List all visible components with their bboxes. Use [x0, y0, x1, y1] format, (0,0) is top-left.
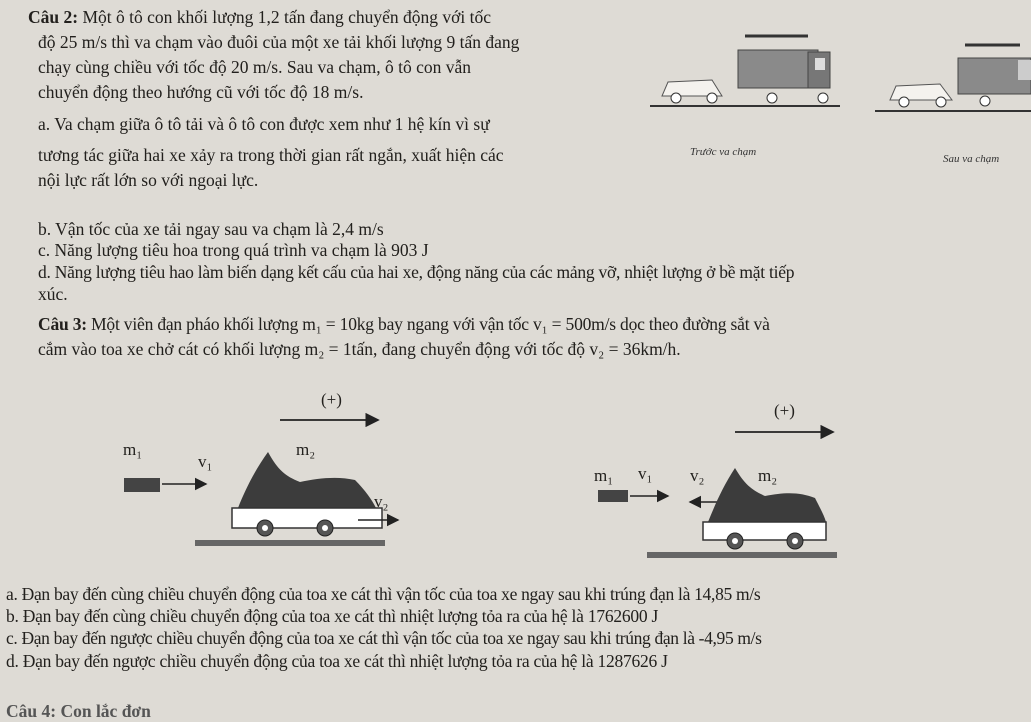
m2-label-right: m₂	[758, 466, 778, 485]
m2-label-left: m₂	[296, 440, 316, 459]
v2-label-left: v₂	[374, 492, 389, 511]
q3-option-b: b. Đạn bay đến cùng chiều chuyển động của toa xe cát thì nhiệt lượng tỏa ra của hệ là 1762600 J	[6, 606, 658, 626]
q3-option-d: d. Đạn bay đến ngược chiều chuyển động của toa xe cát thì nhiệt lượng tỏa ra của hệ là 1287626 J	[6, 651, 668, 671]
q2-line-2: độ 25 m/s thì va chạm vào đuôi của một xe tải khối lượng 9 tấn đang	[38, 32, 520, 52]
sand-pile-left	[238, 452, 376, 508]
projectile-left	[124, 478, 160, 492]
q3-option-c: c. Đạn bay đến ngược chiều chuyển động của toa xe cát thì vận tốc của toa xe ngay sau khi trúng đạn là -4,95 m/s	[6, 628, 762, 648]
q2-option-a-2: tương tác giữa hai xe xảy ra trong thời gian rất ngắn, xuất hiện các	[38, 145, 504, 165]
q2-heading: Câu 2:	[28, 7, 79, 27]
q2-line-3: chạy cùng chiều với tốc độ 20 m/s. Sau va chạm, ô tô con vẫn	[38, 57, 472, 77]
plus-label-right: (+)	[774, 401, 795, 420]
q2-option-d-2: xúc.	[38, 284, 68, 304]
q3-heading: Câu 3:	[38, 314, 87, 334]
plus-label-left: (+)	[321, 390, 342, 409]
q3-line-2: cắm vào toa xe chở cát có khối lượng m₂ = 1tấn, đang chuyển động với tốc độ v₂ = 36km/h.	[38, 339, 681, 359]
rail-right	[647, 552, 837, 558]
rail-left	[195, 540, 385, 546]
cart-left	[232, 508, 382, 528]
q4-heading-partial: Câu 4: Con lắc đơn	[6, 701, 151, 721]
q2-option-a-3: nội lực rất lớn so với ngoại lực.	[38, 170, 259, 190]
v2-label-right: v₂	[690, 466, 705, 485]
v1-label-right: v₁	[638, 464, 653, 483]
projectile-right	[598, 490, 628, 502]
m1-label-right: m₁	[594, 466, 614, 485]
q2-option-d-1: d. Năng lượng tiêu hao làm biến dạng kết cấu của hai xe, động năng của các mảng vỡ, nhiệt lượng ở bề mặt tiếp	[38, 262, 795, 282]
q2-option-b: b. Vận tốc của xe tải ngay sau va chạm là 2,4 m/s	[38, 219, 384, 239]
q2-text-1: Một ô tô con khối lượng 1,2 tấn đang chuyển động với tốc	[82, 7, 492, 27]
q2-line-4: chuyển động theo hướng cũ với tốc độ 18 m/s.	[38, 82, 364, 102]
q2-option-a-1: a. Va chạm giữa ô tô tải và ô tô con được xem như 1 hệ kín vì sự	[38, 114, 490, 134]
cart-right	[703, 522, 826, 540]
m1-label-left: m₁	[123, 440, 143, 459]
v1-label-left: v₁	[198, 452, 213, 471]
q3-option-a: a. Đạn bay đến cùng chiều chuyển động của toa xe cát thì vận tốc của toa xe ngay sau khi trúng đạn là 14,85 m/s	[6, 584, 761, 604]
fig-after-caption: Sau va chạm	[943, 153, 1000, 165]
q2-option-c: c. Năng lượng tiêu hoa trong quá trình va chạm là 903 J	[38, 240, 429, 260]
fig-before-caption: Trước va chạm	[690, 146, 757, 158]
q3-text-1: Một viên đạn pháo khối lượng m₁ = 10kg bay ngang với vận tốc v₁ = 500m/s dọc theo đường sắt và	[91, 314, 770, 334]
